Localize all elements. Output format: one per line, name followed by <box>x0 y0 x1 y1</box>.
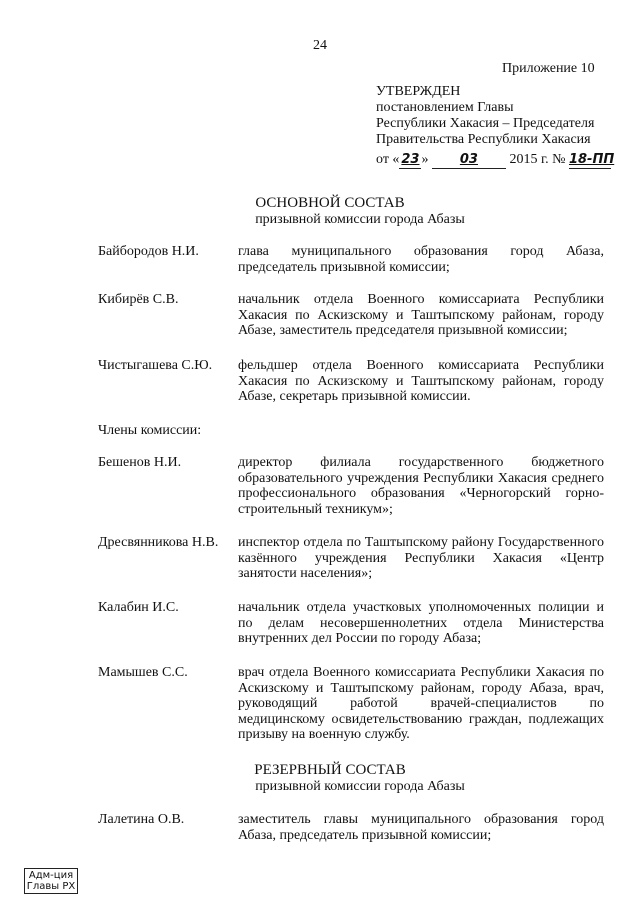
member-role: глава муниципального образования город Абаза, председатель призывной комиссии; <box>238 244 604 275</box>
approval-line: постановлением Главы <box>376 100 514 115</box>
date-day: 23 <box>401 152 420 167</box>
member-name: Лалетина О.В. <box>98 812 185 827</box>
document-number: 18-ПП <box>568 152 615 167</box>
stamp-line: Адм-ция <box>28 870 74 881</box>
main-section-subtitle: призывной комиссии города Абазы <box>255 212 465 227</box>
member-role: заместитель главы муниципального образования город Абаза, председатель призывной комиссии; <box>238 812 604 843</box>
approval-title: УТВЕРЖДЕН <box>376 84 461 99</box>
member-name: Калабин И.С. <box>98 600 179 615</box>
stamp-line: Главы РХ <box>26 881 76 892</box>
date-prefix: от « <box>376 152 400 167</box>
reserve-section-subtitle: призывной комиссии города Абазы <box>255 779 465 794</box>
date-year: 2015 г. № <box>509 152 566 167</box>
member-name: Байбородов Н.И. <box>98 244 199 259</box>
member-role: врач отдела Военного комиссариата Республики Хакасия по Аскизскому и Таштыпскому районам, городу Абаза, врач, руководящий работой врачей-специалистов по медицинскому освидетельствованию граждан, подлежащих призыву на военную службу. <box>238 665 604 742</box>
approval-line: Республики Хакасия – Председателя <box>376 116 595 131</box>
members-label: Члены комиссии: <box>98 423 202 438</box>
member-name: Бешенов Н.И. <box>98 455 182 470</box>
date-month: 03 <box>459 152 478 167</box>
member-name: Дресвянникова Н.В. <box>98 535 219 550</box>
member-role: начальник отдела участковых уполномоченных полиции и по делам несовершеннолетних отдела Министерства внутренних дел России по городу Абаза; <box>238 600 604 646</box>
member-role: начальник отдела Военного комиссариата Республики Хакасия по Аскизскому и Таштыпскому районам, городу Абазе, заместитель председателя призывной комиссии; <box>238 292 604 338</box>
member-role: фельдшер отдела Военного комиссариата Республики Хакасия по Аскизскому и Таштыпскому районам, городу Абазе, секретарь призывной комиссии. <box>238 358 604 404</box>
approval-date-line <box>376 152 615 169</box>
member-name: Мамышев С.С. <box>98 665 188 680</box>
member-name: Чистыгашева С.Ю. <box>98 358 213 373</box>
office-stamp <box>24 868 78 894</box>
date-mid: » <box>421 152 429 167</box>
page-number: 24 <box>313 38 327 53</box>
reserve-section-title: РЕЗЕРВНЫЙ СОСТАВ <box>254 762 406 778</box>
member-role: директор филиала государственного бюджетного образовательного учреждения Республики Хакасия среднего профессионального образования «Черногорский горно-строительный техникум»; <box>238 455 604 517</box>
member-role: инспектор отдела по Таштыпскому району Государственного казённого учреждения Республики Хакасия «Центр занятости населения»; <box>238 535 604 581</box>
member-name: Кибирёв С.В. <box>98 292 179 307</box>
approval-line: Правительства Республики Хакасия <box>376 132 591 147</box>
appendix-label: Приложение 10 <box>502 61 595 76</box>
main-section-title: ОСНОВНОЙ СОСТАВ <box>255 195 405 211</box>
